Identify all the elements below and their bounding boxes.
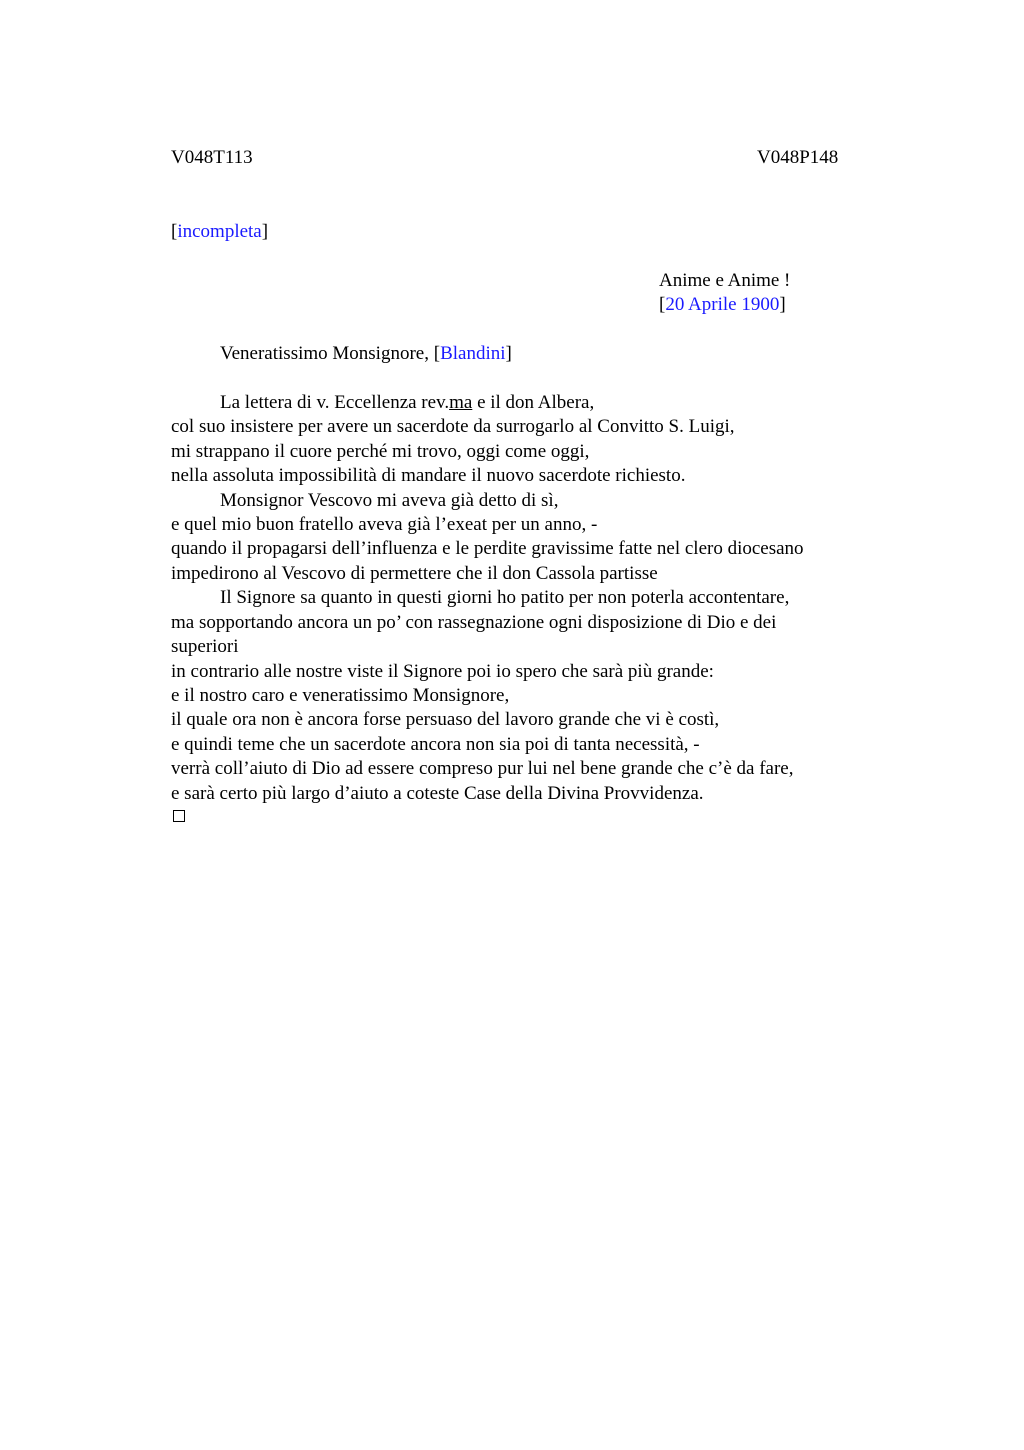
body-line: superiori: [171, 636, 239, 657]
body-line: Monsignor Vescovo mi aveva già detto di sì,: [220, 490, 559, 511]
body-line: e il nostro caro e veneratissimo Monsignore,: [171, 685, 510, 706]
body-line: quando il propagarsi dell’influenza e le perdite gravissime fatte nel clero diocesano: [171, 538, 804, 559]
letter-date: [659, 293, 786, 317]
body-line: mi strappano il cuore perché mi trovo, oggi come oggi,: [171, 441, 590, 462]
date-text: 20 Aprile 1900: [665, 294, 780, 315]
body-line: e quel mio buon fratello aveva già l’exeat per un anno, -: [171, 514, 598, 535]
body-line-first: [220, 391, 594, 415]
note-close-bracket: ]: [261, 221, 269, 242]
salutation-name: Blandini: [440, 343, 506, 364]
body-line: il quale ora non è ancora forse persuaso del lavoro grande che vi è costì,: [171, 709, 720, 730]
header-right-code: V048P148: [757, 147, 839, 168]
body-line: nella assoluta impossibilità di mandare il nuovo sacerdote richiesto.: [171, 465, 686, 486]
body-line: e quindi teme che un sacerdote ancora non sia poi di tanta necessità, -: [171, 734, 700, 755]
salutation-close-bracket: ]: [505, 343, 512, 364]
body-line-first-prefix: La lettera di v. Eccellenza rev.: [220, 392, 450, 413]
body-line: ma sopportando ancora un po’ con rassegnazione ogni disposizione di Dio e dei: [171, 612, 777, 633]
body-line: impedirono al Vescovo di permettere che il don Cassola partisse: [171, 563, 658, 584]
salutation: [220, 342, 512, 366]
note-text: incompleta: [177, 221, 262, 242]
date-close-bracket: ]: [779, 294, 786, 315]
body-line: col suo insistere per avere un sacerdote da surrogarlo al Convitto S. Luigi,: [171, 416, 735, 437]
body-line: verrà coll’aiuto di Dio ad essere compreso pur lui nel bene grande che c’è da fare,: [171, 758, 794, 779]
date-open-bracket: [: [659, 294, 666, 315]
motto-line: Anime e Anime !: [659, 270, 791, 291]
end-of-text-box-icon: [173, 810, 185, 822]
header-left-code: V048T113: [171, 147, 253, 168]
note-open-bracket: [: [171, 221, 178, 242]
incomplete-note: [171, 220, 268, 244]
salutation-open-bracket: [: [433, 343, 441, 364]
body-line-first-suffix: e il don Albera,: [472, 392, 595, 413]
salutation-text: Veneratissimo Monsignore,: [220, 343, 434, 364]
body-line: e sarà certo più largo d’aiuto a coteste Case della Divina Provvidenza.: [171, 783, 704, 804]
body-line: in contrario alle nostre viste il Signore poi io spero che sarà più grande:: [171, 661, 714, 682]
body-line: Il Signore sa quanto in questi giorni ho patito per non poterla accontentare,: [220, 587, 790, 608]
body-line-first-underlined: ma: [449, 392, 473, 413]
